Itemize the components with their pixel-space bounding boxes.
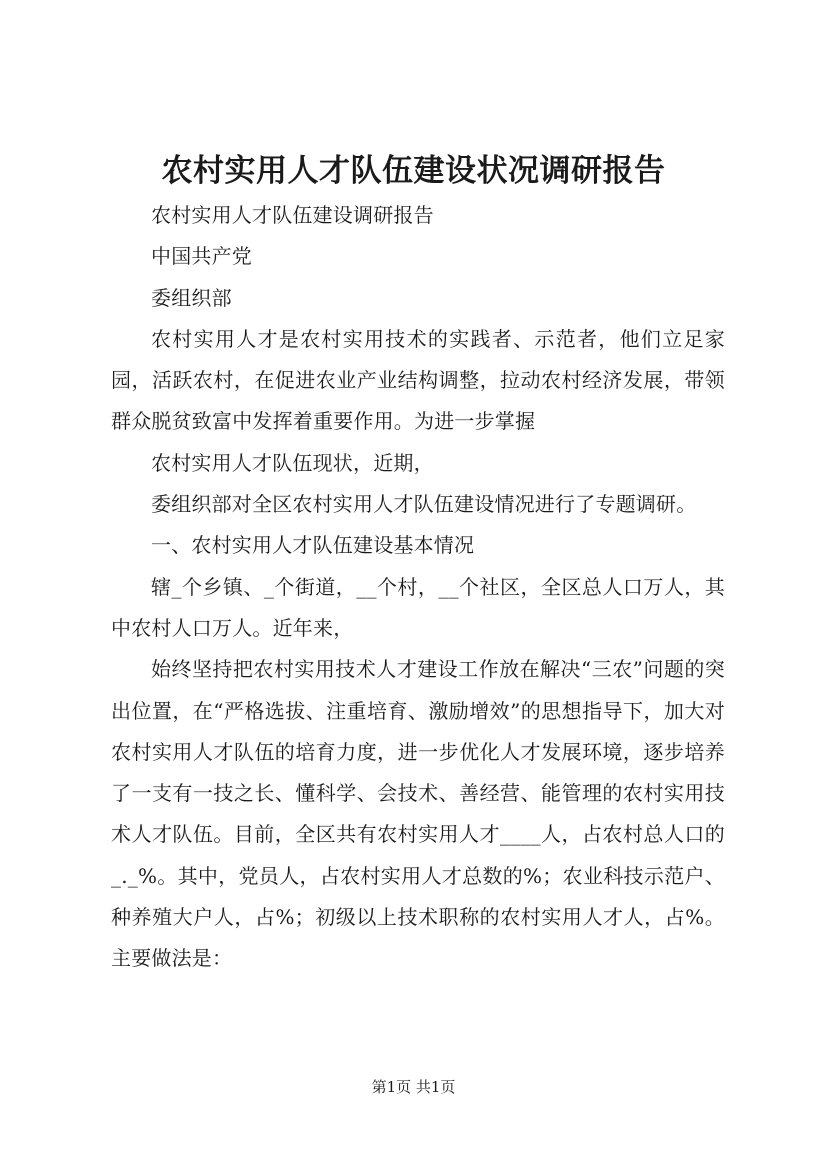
paragraph-jurisdiction: 辖_个乡镇、_个街道，__个村，__个社区，全区总人口万人，其中农村人口万人。近年来，: [111, 574, 725, 640]
paragraph-department: 委组织部: [151, 285, 232, 310]
paragraph-subtitle: 农村实用人才队伍建设调研报告: [151, 203, 434, 227]
section-heading-1: 一、农村实用人才队伍建设基本情况: [151, 533, 475, 558]
paragraph-practice: 始终坚持把农村实用技术人才建设工作放在解决“三农”问题的突出位置，在“严格选拔、注重培育、激励增效”的思想指导下，加大对农村实用人才队伍的培育力度，进一步优化人才发展环境，逐步培养了一支有一技之长、懂科学、会技术、善经营、能管理的农村实用技术人才队伍。目前，全区共有农村实用人才____人，占农村总人口的_._%。其中，党员人，占农村实用人才总数的%；农业科技示范户、种养殖大户人，占%；初级以上技术职称的农村实用人才人，占%。主要做法是：: [111, 657, 725, 971]
paragraph-research: 委组织部对全区农村实用人才队伍建设情况进行了专题调研。: [151, 492, 697, 517]
paragraph-organization: 中国共产党: [151, 244, 252, 269]
document-body: [111, 195, 725, 980]
paragraph-status: 农村实用人才队伍现状，近期，: [151, 450, 434, 475]
page-footer: 第1页 共1页: [371, 1078, 456, 1096]
paragraph-intro: 农村实用人才是农村实用技术的实践者、示范者，他们立足家园，活跃农村，在促进农业产业结构调整，拉动农村经济发展，带领群众脱贫致富中发挥着重要作用。为进一步掌握: [111, 326, 725, 434]
document-title: 农村实用人才队伍建设状况调研报告: [161, 153, 666, 189]
